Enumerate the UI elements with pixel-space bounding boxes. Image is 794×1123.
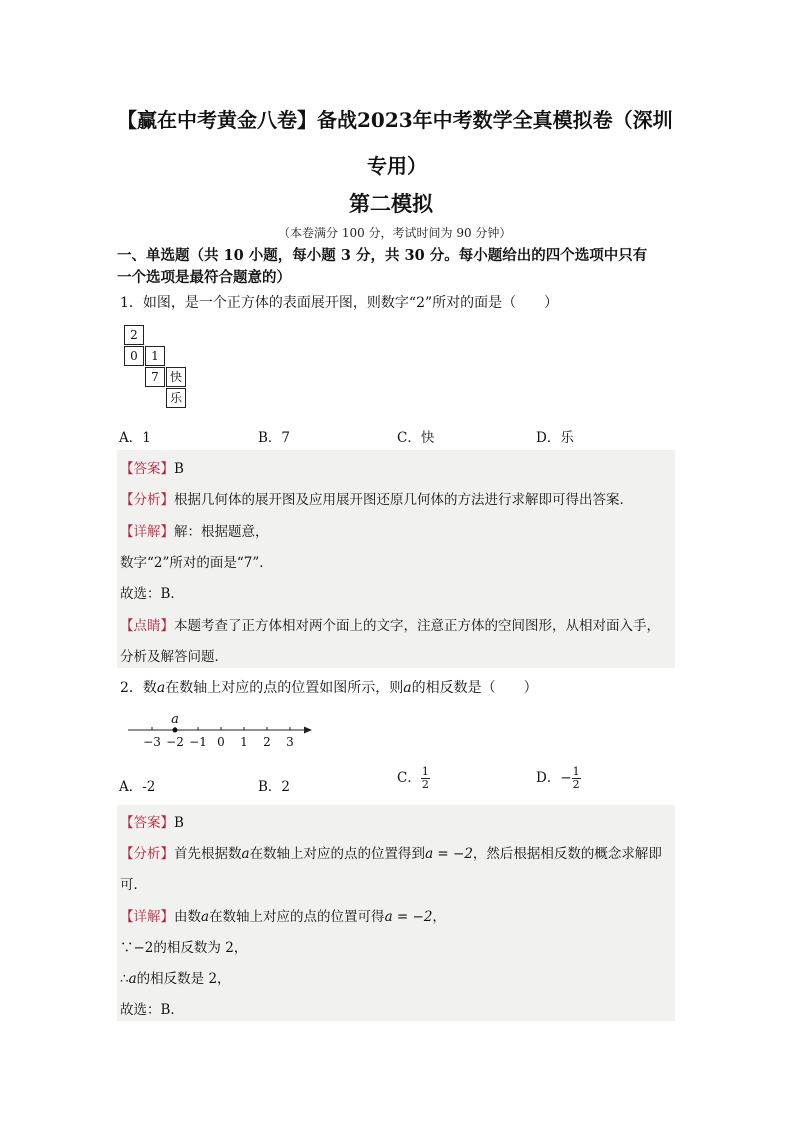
analysis-tag: 【分析】 [120,846,174,862]
point-a-label: a [171,712,179,727]
fraction-denominator: 2 [421,778,429,791]
q2-analysis-2: 可． [120,877,147,893]
q1-option-a: A．1 [119,430,151,446]
net-cell: 乐 [166,388,186,408]
net-cell: 2 [124,325,144,345]
q1-answer [120,457,184,477]
analysis-text: 首先根据数 [174,846,242,862]
q2-answer [120,811,184,831]
fraction [572,766,581,790]
exam-name: 第二模拟 [349,191,433,216]
cube-net-figure [124,325,194,415]
q1-comment-2: 分析及解答问题． [120,649,228,665]
fraction-numerator: 1 [421,765,429,779]
q2-stem-part: 在数轴上对应的点的位置如图所示，则 [165,680,404,696]
q2-detail-4: 故选：B． [120,1002,184,1018]
q2-option-b: B．2 [258,779,291,795]
detail-var: a [128,971,137,987]
q1-option-d: D．乐 [536,430,574,446]
document-title-line1: 【赢在中考黄金八卷】备战2023年中考数学全真模拟卷（深圳 [117,108,673,132]
analysis-text: 在数轴上对应的点的位置得到 [249,846,426,862]
detail-tag: 【详解】 [120,909,174,925]
number-line-arrow [304,727,312,734]
number-line-tick-label: −1 [189,735,207,749]
q2-stem-var: a [156,680,166,696]
q1-option-c: C．快 [397,430,435,446]
exam-info: （本卷满分 100 分，考试时间为 90 分钟） [278,226,512,240]
detail-text: ， [432,909,446,925]
detail-text: 由数 [174,909,201,925]
q1-detail-3: 故选：B． [120,586,184,602]
q2-stem [120,677,538,697]
number-line-tick-label: 1 [240,735,248,749]
comment-text: 本题考查了正方体相对两个面上的文字，注意正方体的空间图形，从相对面入手， [174,618,660,634]
q2-option-d [536,766,581,791]
answer-tag: 【答案】 [120,461,174,477]
detail-text: 在数轴上对应的点的位置可得 [209,909,385,925]
detail-text: 解：根据题意， [174,524,269,540]
q2-detail-2: ∵−2的相反数为 2， [120,940,248,956]
comment-tag: 【点睛】 [120,618,174,634]
q2-detail-1 [120,905,446,925]
analysis-var: a [241,846,250,862]
net-cell: 快 [166,367,186,387]
q1-analysis [120,488,633,508]
q2-stem-part: 2．数 [120,680,157,696]
analysis-equation: a = −2 [425,846,473,862]
q2-stem-var: a [403,680,412,696]
detail-text: ∴ [120,971,129,987]
number-line-figure [124,708,324,754]
net-cell: 1 [145,346,165,366]
q2-option-c [397,766,430,791]
q2-stem-part: 的相反数是（ ） [411,680,538,696]
section-heading-line1: 一、单选题（共 10 小题，每小题 3 分，共 30 分。每小题给出的四个选项中只有 [117,247,648,264]
number-line-tick-label: 2 [263,735,271,749]
detail-tag: 【详解】 [120,524,174,540]
fraction-numerator: 1 [572,765,580,779]
point-a [173,728,178,733]
q1-detail-2: 数字“2”所对的面是“7”． [120,555,273,571]
q2-analysis-1 [120,842,662,862]
fraction-denominator: 2 [572,778,580,791]
net-cell: 7 [145,367,165,387]
analysis-text: 根据几何体的展开图及应用展开图还原几何体的方法进行求解即可得出答案． [174,492,633,508]
q1-comment-1 [120,614,660,634]
number-line-tick-label: 0 [217,735,225,749]
q1-stem: 1．如图，是一个正方体的表面展开图，则数字“2”所对的面是（ ） [120,295,559,311]
document-title-line2: 专用） [367,154,427,178]
answer-value: B [174,461,184,477]
q2-detail-3 [120,967,231,987]
analysis-tag: 【分析】 [120,492,174,508]
net-cell: 0 [124,346,144,366]
option-prefix: C． [397,770,421,786]
q1-option-b: B．7 [258,430,291,446]
number-line-tick-label: 3 [286,735,294,749]
q2-option-a: A．-2 [119,779,156,795]
number-line-tick-label: −3 [143,735,161,749]
answer-value: B [174,815,184,831]
number-line-tick-label: −2 [166,735,184,749]
section-heading-line2: 一个选项是最符合题意的） [117,269,291,286]
analysis-text: ，然后根据相反数的概念求解即 [472,846,662,862]
detail-text: 的相反数是 2， [136,971,231,987]
option-prefix: D．− [536,770,572,786]
q1-detail-1 [120,520,269,540]
fraction [421,766,430,790]
answer-tag: 【答案】 [120,815,174,831]
detail-equation: a = −2 [384,909,433,925]
detail-var: a [201,909,210,925]
